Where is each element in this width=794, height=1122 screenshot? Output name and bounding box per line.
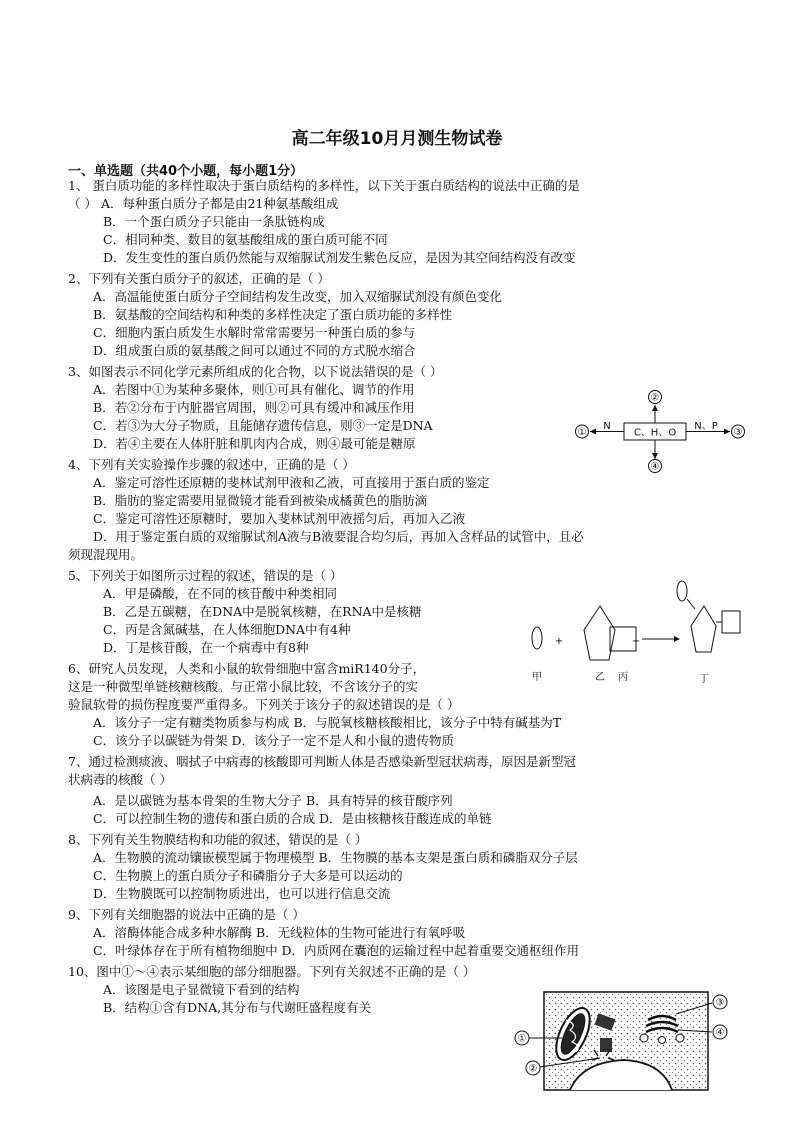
question-3-option-d: D．若④主要在人体肝脏和肌肉内合成，则④最可能是糖原 — [93, 436, 416, 451]
question-7-stem-1: 7、通过检测痰液、咽拭子中病毒的核酸即可判断人体是否感染新型冠状病毒，原因是新型冠 — [68, 754, 576, 769]
question-5-stem: 5、下列关于如图所示过程的叙述，错误的是（ ） — [68, 568, 343, 583]
question-1-option-c: C．相同种类、数目的氨基酸组成的蛋白质可能不同 — [103, 232, 388, 247]
question-6-options-ab: A．该分子一定有糖类物质参与构成 B．与脱氧核糖核酸相比，该分子中特有碱基为T — [93, 715, 562, 730]
element-box-label: C、H、O — [633, 427, 677, 439]
question-7-options-cd: C．可以控制生物的遗传和蛋白质的合成 D．是由核糖核苷酸连成的单链 — [93, 811, 492, 826]
question-10-stem: 10、图中①～④表示某细胞的部分细胞器。下列有关叙述不正确的是（ ） — [68, 964, 476, 979]
question-1-stem: 1、 蛋白质功能的多样性取决于蛋白质结构的多样性，以下关于蛋白质结构的说法中正确的是 — [68, 178, 580, 193]
right-arrow-label: N、P — [694, 421, 718, 432]
question-3-option-c: C．若③为大分子物质，且能储存遗传信息，则③一定是DNA — [93, 418, 433, 433]
question-4-option-d: D．用于鉴定蛋白质的双缩脲试剂A液与B液要混合均匀后，再加入含样品的试管中，且必 — [93, 529, 584, 544]
left-arrow-label: N — [603, 421, 611, 432]
question-3-option-a: A．若图中①为某种多聚体，则①可具有催化、调节的作用 — [93, 382, 415, 397]
question-5-option-a: A．甲是磷酸，在不同的核苷酸中种类相同 — [103, 586, 338, 601]
question-1-option-d: D．发生变性的蛋白质仍然能与双缩脲试剂发生紫色反应，是因为其空间结构没有改变 — [103, 250, 576, 265]
marker-3 — [732, 425, 745, 438]
q5-nucleotide-diagram — [524, 578, 744, 694]
svg-text:②: ② — [650, 392, 660, 404]
question-4-stem: 4、下列有关实验操作步骤的叙述中，正确的是（ ） — [68, 457, 355, 472]
question-5-option-c: C．丙是含氮碱基，在人体细胞DNA中有4种 — [103, 622, 351, 637]
q10-cell-organelle-diagram — [512, 990, 736, 1094]
marker-3 — [713, 995, 727, 1009]
marker-4 — [713, 1025, 727, 1039]
svg-text:④: ④ — [715, 1027, 725, 1039]
question-4-option-c: C．鉴定可溶性还原糖时，要加入斐林试剂甲液摇匀后，再加入乙液 — [93, 511, 466, 526]
section-heading: 一、单选题（共40个小题，每小题1分） — [68, 164, 304, 179]
marker-2 — [526, 1061, 540, 1075]
svg-text:+: + — [631, 636, 641, 647]
label-bing: 丙 — [618, 672, 628, 683]
question-1-option-a: （ ） A．每种蛋白质分子都是由21种氨基酸组成 — [68, 196, 339, 211]
question-2-option-b: B．氨基酸的空间结构和种类的多样性决定了蛋白质功能的多样性 — [93, 307, 453, 322]
question-10-option-b: B．结构①含有DNA,其分布与代谢旺盛程度有关 — [103, 1000, 372, 1015]
svg-text:③: ③ — [733, 427, 743, 438]
svg-text:③: ③ — [715, 997, 725, 1009]
question-5-option-b: B．乙是五碳糖，在DNA中是脱氧核糖，在RNA中是核糖 — [103, 604, 422, 619]
question-4-option-d-cont: 须现混现用。 — [68, 547, 144, 562]
question-8-stem: 8、下列有关生物膜结构和功能的叙述，错误的是（ ） — [68, 832, 368, 847]
question-4-option-a: A．鉴定可溶性还原糖的斐林试剂甲液和乙液，可直接用于蛋白质的鉴定 — [93, 475, 490, 490]
q3-compound-diagram — [570, 388, 750, 474]
marker-2 — [649, 391, 662, 404]
label-ding: 丁 — [699, 674, 709, 685]
label-yi: 乙 — [595, 672, 605, 683]
question-2-option-a: A．高温能使蛋白质分子空间结构发生改变，加入双缩脲试剂没有颜色变化 — [93, 289, 503, 304]
question-2-stem: 2、下列有关蛋白质分子的叙述，正确的是（ ） — [68, 271, 330, 286]
question-9-options-ab: A．溶酶体能合成多种水解酶 B．无线粒体的生物可能进行有氧呼吸 — [93, 925, 466, 940]
exam-title: 高二年级10月月测生物试卷 — [291, 129, 503, 149]
question-6-stem-1: 6、研究人员发现，人类和小鼠的软骨细胞中富含miR140分子， — [68, 661, 426, 676]
question-7-options-ab: A．是以碳链为基本骨架的生物大分子 B．具有特异的核苷酸序列 — [93, 793, 453, 808]
question-6-options-cd: C．该分子以碳链为骨架 D．该分子一定不是人和小鼠的遗传物质 — [93, 733, 455, 748]
question-1-option-b: B．一个蛋白质分子只能由一条肽链构成 — [103, 214, 325, 229]
question-7-stem-2: 状病毒的核酸（ ） — [68, 772, 172, 787]
svg-text:④: ④ — [650, 461, 660, 473]
svg-text:②: ② — [528, 1063, 538, 1075]
question-10-option-a: A．该图是电子显微镜下看到的结构 — [103, 982, 300, 997]
svg-text:①: ① — [517, 1033, 527, 1045]
question-9-options-cd: C．叶绿体存在于所有植物细胞中 D．内质网在囊泡的运输过程中起着重要交通枢纽作用 — [93, 943, 580, 958]
question-3-option-b: B．若②分布于内脏器官周围，则②可具有缓冲和减压作用 — [93, 400, 415, 415]
question-3-stem: 3、如图表示不同化学元素所组成的化合物，以下说法错误的是（ ） — [68, 364, 443, 379]
question-8-option-d: D．生物膜既可以控制物质进出，也可以进行信息交流 — [93, 886, 391, 901]
marker-1 — [515, 1031, 529, 1045]
question-5-option-d: D．丁是核苷酸，在一个病毒中有8种 — [103, 640, 309, 655]
question-6-stem-2: 这是一种微型单链核糖核酸。与正常小鼠比较，不含该分子的实 — [68, 679, 419, 694]
question-4-option-b: B．脂肪的鉴定需要用显微镜才能看到被染成橘黄色的脂肪滴 — [93, 493, 428, 508]
question-2-option-d: D．组成蛋白质的氨基酸之间可以通过不同的方式脱水缩合 — [93, 343, 416, 358]
svg-text:+: + — [554, 636, 564, 647]
question-6-stem-3: 验鼠软骨的损伤程度要严重得多。下列关于该分子的叙述错误的是（ ） — [68, 697, 460, 712]
question-8-option-c: C．生物膜上的蛋白质分子和磷脂分子大多是可以运动的 — [93, 868, 403, 883]
question-8-options-ab: A．生物膜的流动镶嵌模型属于物理模型 B．生物膜的基本支架是蛋白质和磷脂双分子层 — [93, 850, 578, 865]
marker-1 — [576, 425, 589, 438]
question-9-stem: 9、下列有关细胞器的说法中正确的是（ ） — [68, 907, 305, 922]
label-jia: 甲 — [532, 672, 542, 683]
question-2-option-c: C．细胞内蛋白质发生水解时常常需要另一种蛋白质的参与 — [93, 325, 416, 340]
marker-4 — [649, 460, 662, 473]
svg-text:①: ① — [577, 427, 587, 438]
